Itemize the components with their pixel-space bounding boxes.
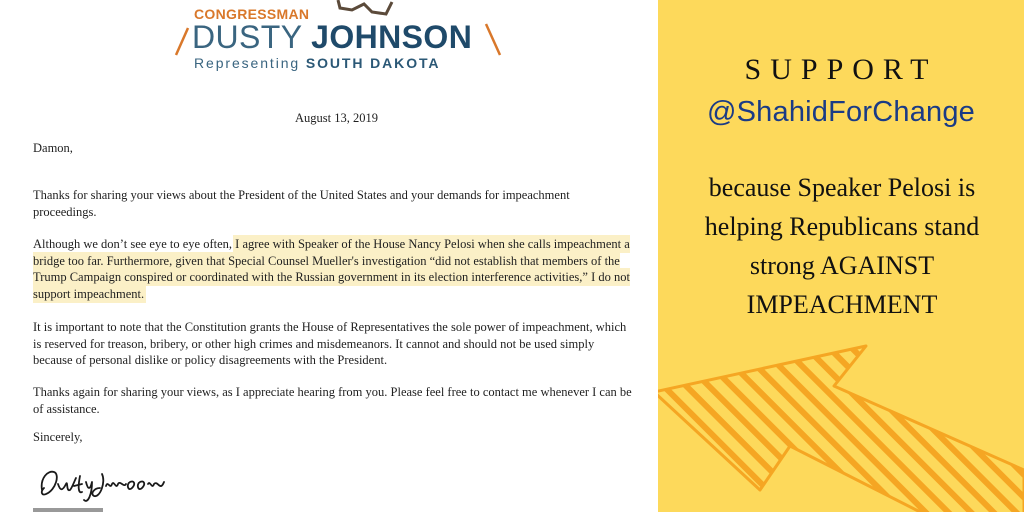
letter-closing: Sincerely, (33, 430, 83, 444)
letter-paragraph-3: It is important to note that the Constitution grants the House of Representatives the sole power of impeachment, which is reserved for treason, bribery, or other high crimes and misdemeanors. It cannot and should not be used simply because of personal dislike or policy disagreements with the President. (33, 320, 627, 367)
support-panel (658, 0, 1024, 512)
letter-salutation: Damon, (33, 141, 73, 155)
handwritten-signature (36, 460, 176, 504)
letter-paragraph-4: Thanks again for sharing your views, as I appreciate hearing from you. Please feel free to contact me whenever I can be of assistance. (33, 385, 632, 416)
twitter-handle: @ShahidForChange (706, 96, 976, 128)
letter-paragraph-1: Thanks for sharing your views about the President of the United States and your demands for impeachment proceedings. (33, 188, 570, 219)
support-message: because Speaker Pelosi is helping Republicans stand strong AGAINST IMPEACHMENT (704, 173, 980, 319)
logo-subtitle (194, 55, 440, 71)
support-heading: SUPPORT (744, 53, 938, 86)
highlighted-passage: I agree with Speaker of the House Nancy Pelosi when she calls impeachment a bridge too far. Furthermore, given that Special Counsel Mueller's investigation “did not establish that members of the Trump Campaign conspired or coordinated with the Russian government in its election interference activities,” I do not support impeachment. (33, 237, 630, 301)
logo-first-name: DUSTY (192, 19, 302, 55)
logo-name (192, 19, 472, 55)
congressman-logo (0, 0, 658, 75)
logo-subtitle-prefix: Representing (194, 55, 301, 71)
logo-title: CONGRESSMAN (194, 6, 310, 22)
paragraph-2-lead: Although we don’t see eye to eye often, (33, 237, 233, 251)
logo-last-name: JOHNSON (311, 19, 473, 55)
letter-paragraph-2 (33, 236, 633, 302)
letter-date: August 13, 2019 (295, 111, 378, 125)
signature-name-fragment (33, 506, 113, 512)
logo-subtitle-state: SOUTH DAKOTA (305, 55, 441, 71)
